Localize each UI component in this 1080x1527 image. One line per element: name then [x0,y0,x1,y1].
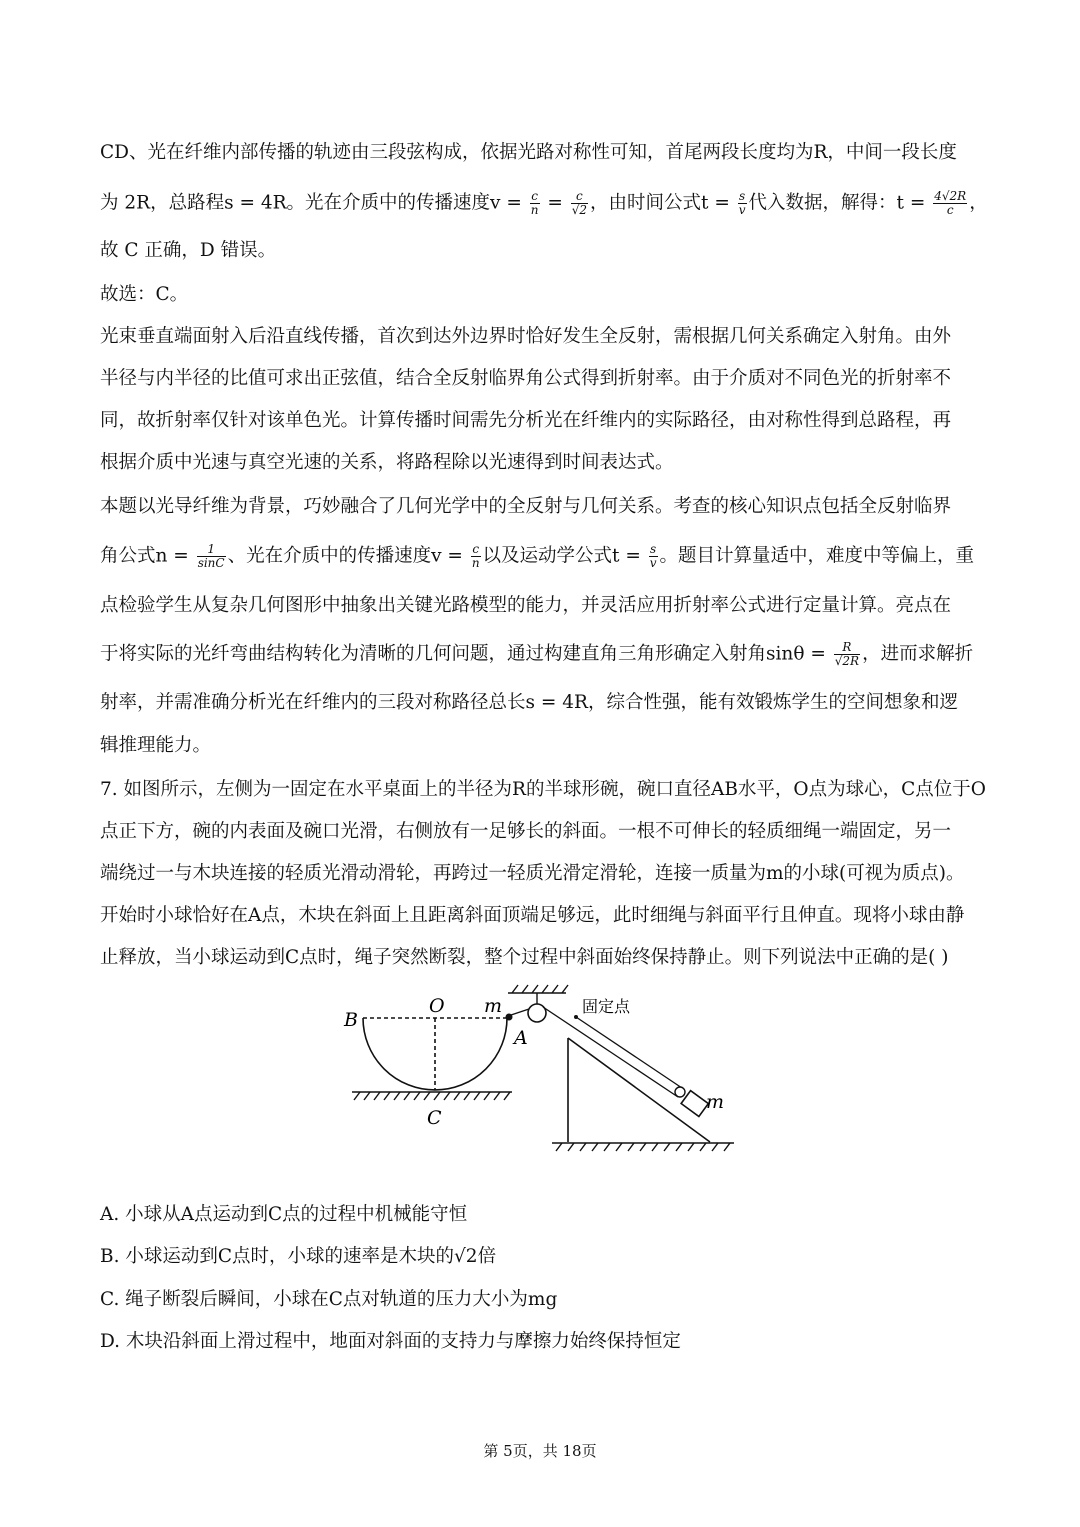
analysis-line: 半径与内半径的比值可求出正弦值，结合全反射临界角公式得到折射率。由于介质对不同色光的折射率不 [100,368,952,389]
paragraph1-line1: CD、光在纤维内部传播的轨迹由三段弦构成，依据光路对称性可知，首尾两段长度均为R，中间一段长度 [100,142,957,163]
fraction-c-over-n: $\frac{c}{n}$ [471,542,480,570]
label-m-ball: m [484,995,503,1017]
fraction-s-over-v: $\frac{s}{v}$ [738,189,746,217]
paragraph1-line3: 故 C 正确，D 错误。 [100,240,277,261]
comment-line5: 射率，并需准确分析光在纤维内的三段对称路径总长s = 4R，综合性强，能有效锻炼学生的空间想象和逻 [100,692,958,713]
question7-line: 7. 如图所示，左侧为一固定在水平桌面上的半径为R的半球形碗，碗口直径AB水平，O点为球心，C点位于O [100,779,986,800]
fraction-s-over-v: $\frac{s}{v}$ [649,542,657,570]
answer-line: 故选：C。 [100,284,189,305]
question7-line: 止释放，当小球运动到C点时，绳子突然断裂，整个过程中斜面始终保持静止。则下列说法中正确的是( ) [100,947,949,968]
fraction-c-over-sqrt2: $\frac{c}{√2}$ [571,189,588,217]
fraction-c-over-n: $\frac{c}{n}$ [530,189,539,217]
fixed-point [574,1015,578,1019]
fraction-t-result: $\frac{4√2R}{c}$ [934,189,967,217]
question7-line: 开始时小球恰好在A点，木块在斜面上且距离斜面顶端足够远，此时细绳与斜面平行且伸直。现将小球由静 [100,905,965,926]
text-segment: 代入数据，解得：t = [748,192,932,214]
option-d[interactable]: D. 木块沿斜面上滑过程中，地面对斜面的支持力与摩擦力始终保持恒定 [100,1331,681,1352]
text-segment: ，进而求解折 [862,643,974,665]
question7-line: 端绕过一与木块连接的轻质光滑动滑轮，再跨过一轻质光滑定滑轮，连接一质量为m的小球(可视为质点)。 [100,863,965,884]
ceiling-support [508,985,568,1004]
comment-line6: 辑推理能力。 [100,735,212,756]
wooden-block [681,1091,708,1117]
fraction-R-over-sqrt2R: $\frac{R}{√2R}$ [834,640,860,668]
right-ground [552,1143,734,1151]
fraction-1-over-sinC: $\frac{1}{\sin C}$ [197,542,225,570]
hemisphere-bowl [363,1018,507,1090]
text-segment: 。题目计算量适中，难度中等偏上，重 [659,545,975,567]
analysis-line: 同，故折射率仅针对该单色光。计算传播时间需先分析光在纤维内的实际路径，由对称性得到总路程，再 [100,410,952,431]
option-b[interactable]: B. 小球运动到C点时，小球的速率是木块的√2倍 [100,1246,497,1267]
text-segment: ，由时间公式t = [590,192,736,214]
label-fixed-point: 固定点 [582,997,631,1016]
text-segment: 角公式n = [100,545,195,567]
text-segment: 为 2R，总路程s = 4R。光在介质中的传播速度v = [100,192,528,214]
left-ground [352,1092,512,1100]
analysis-line: 根据介质中光速与真空光速的关系，将路程除以光速得到时间表达式。 [100,452,674,473]
text-segment: 于将实际的光纤弯曲结构转化为清晰的几何问题，通过构建直角三角形确定入射角sinθ = [100,643,832,665]
comment-line3: 点检验学生从复杂几何图形中抽象出关键光路模型的能力，并灵活应用折射率公式进行定量计算。亮点在 [100,595,952,616]
incline [568,1038,710,1142]
paragraph1-line2: 为 2R，总路程s = 4R。光在介质中的传播速度v = $\frac{c}{n}$ = $\frac{c}{√2}$ ，由时间公式t = $\frac{s}{v}$ 代入数据，解得：t = $\frac{4√2R}{c}$ ， [100,189,988,217]
label-O: O [429,995,445,1017]
comment-line1: 本题以光导纤维为背景，巧妙融合了几何光学中的全反射与几何关系。考查的核心知识点包括全反射临界 [100,496,952,517]
label-C: C [427,1107,442,1129]
option-a[interactable]: A. 小球从A点运动到C点的过程中机械能守恒 [100,1204,468,1225]
option-c[interactable]: C. 绳子断裂后瞬间，小球在C点对轨道的压力大小为mg [100,1289,558,1310]
text-segment: 、光在介质中的传播速度v = [227,545,469,567]
comment-line2 [100,543,974,570]
analysis-line: 光束垂直端面射入后沿直线传播，首次到达外边界时恰好发生全反射，需根据几何关系确定入射角。由外 [100,326,952,347]
movable-pulley [675,1087,685,1097]
page-footer: 第 5页，共 18页 [483,1442,597,1460]
question7-line: 点正下方，碗的内表面及碗口光滑，右侧放有一足够长的斜面。一根不可伸长的轻质细绳一端固定，另一 [100,821,952,842]
label-A: A [514,1027,528,1049]
text-segment: 以及运动学公式t = [482,545,647,567]
comment-line4 [100,641,973,668]
label-m-block: m [706,1091,725,1113]
label-B: B [344,1009,358,1031]
text-segment: ， [969,192,988,214]
physics-figure [330,980,750,1160]
